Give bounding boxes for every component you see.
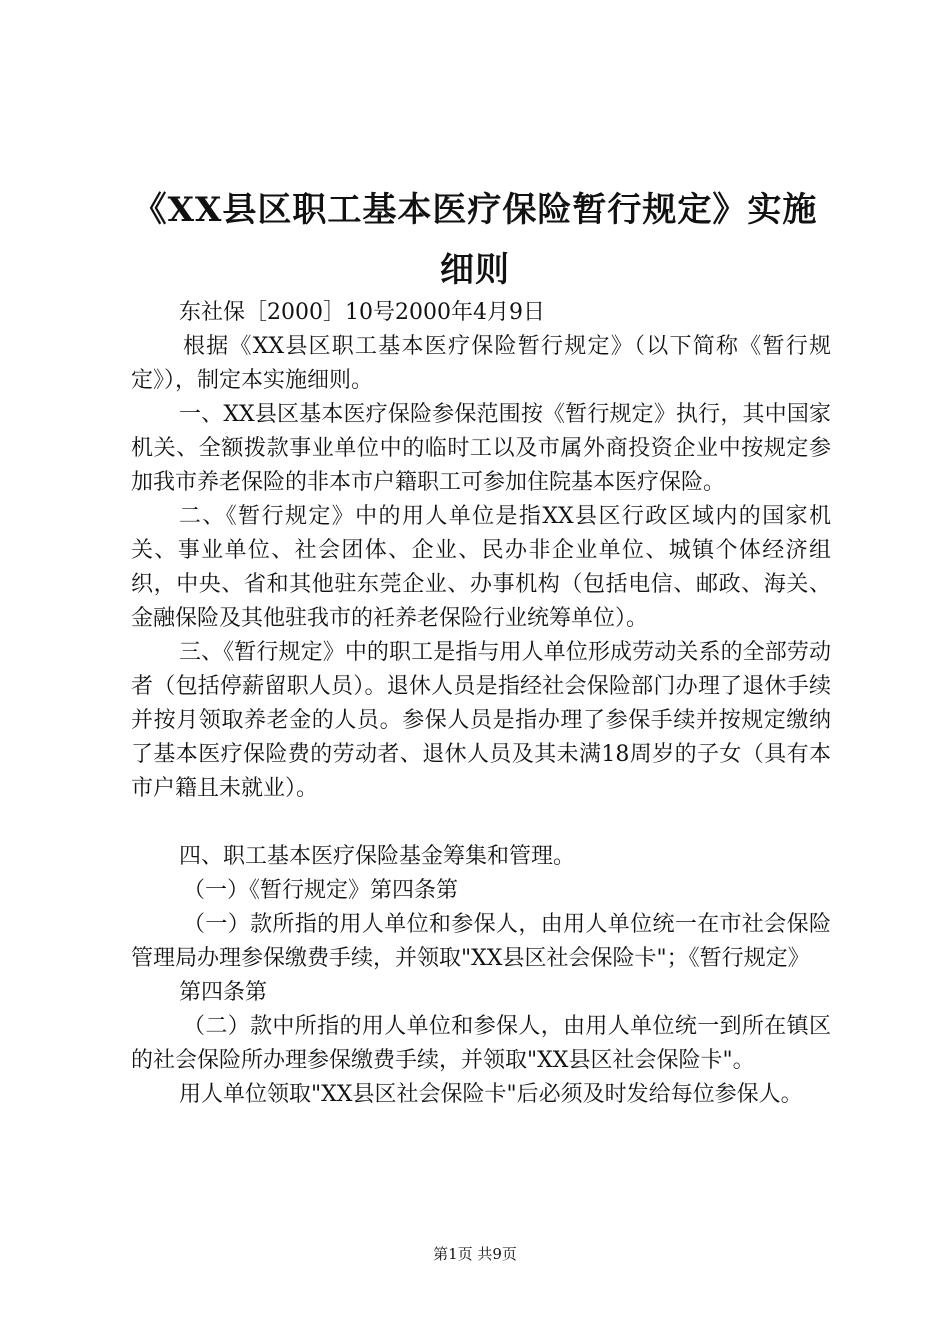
paragraph-section-2: 二、《暂行规定》中的用人单位是指XX县区行政区域内的国家机关、事业单位、社会团体、企业、民办非企业单位、城镇个体经济组织，中央、省和其他驻东莞企业、办事机构（包括电信、邮政、海关、金融保险及其他驻我市的衽养老保险行业统筹单位）。 [131,504,831,631]
document-body [131,296,831,1112]
paragraph-card-distribution: 用人单位领取"XX县区社会保险卡"后必须及时发给每位参保人。 [179,1082,803,1107]
paragraph-intro: 根据《XX县区职工基本医疗保险暂行规定》（以下简称《暂行规定》），制定本实施细则。 [131,334,831,393]
paragraph-subsection-1-heading: （一）《暂行规定》第四条第 [183,878,459,903]
document-title-line-2: 细则 [440,250,510,290]
document-reference: 东社保［2000］10号2000年4月9日 [179,300,545,325]
paragraph-article-4-ref: 第四条第 [179,980,268,1005]
paragraph-subsection-1-body: （一）款所指的用人单位和参保人，由用人单位统一在市社会保险管理局办理参保缴费手续，并领取"XX县区社会保险卡"；《暂行规定》 [131,912,831,971]
paragraph-section-4: 四、职工基本医疗保险基金筹集和管理。 [179,844,576,869]
page-footer: 第1页 共9页 [433,1245,517,1263]
document-title-line-1: 《XX县区职工基本医疗保险暂行规定》实施 [132,190,818,230]
paragraph-section-3: 三、《暂行规定》中的职工是指与用人单位形成劳动关系的全部劳动者（包括停薪留职人员）。退休人员是指经社会保险部门办理了退休手续并按月领取养老金的人员。参保人员是指办理了参保手续并按规定缴纳了基本医疗保险费的劳动者、退休人员及其未满18周岁的子女（具有本市户籍且未就业）。 [131,640,831,801]
paragraph-section-1: 一、XX县区基本医疗保险参保范围按《暂行规定》执行，其中国家机关、全额拨款事业单位中的临时工以及市属外商投资企业中按规定参加我市养老保险的非本市户籍职工可参加住院基本医疗保险。 [131,402,831,495]
paragraph-subsection-2-body: （二）款中所指的用人单位和参保人，由用人单位统一到所在镇区的社会保险所办理参保缴费手续，并领取"XX县区社会保险卡"。 [131,1014,831,1073]
